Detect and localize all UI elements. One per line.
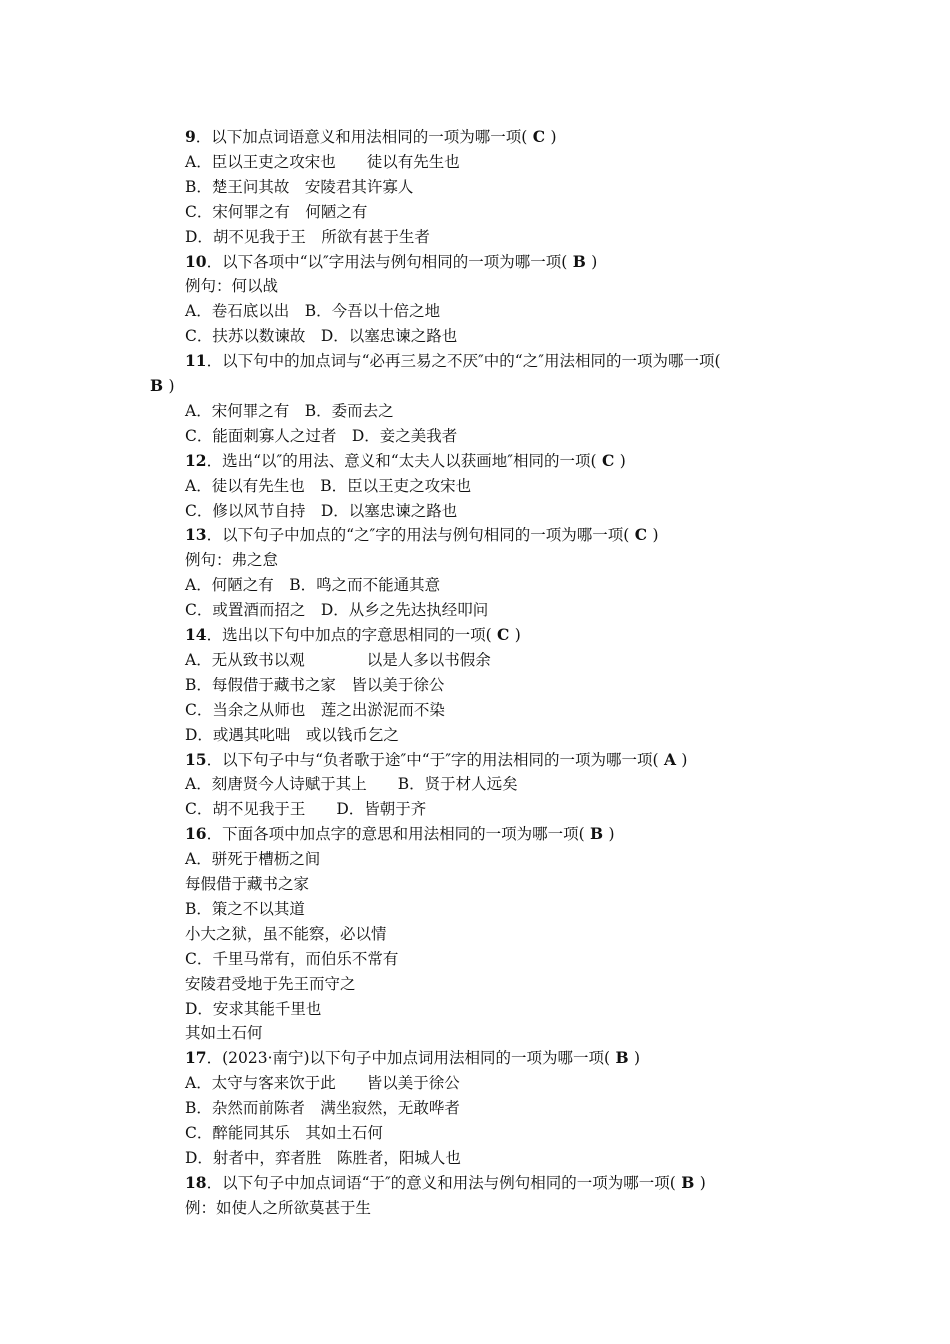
question-line: [185, 252, 597, 272]
line-text: 例句：弗之怠: [185, 551, 279, 570]
text-line: [185, 1123, 383, 1143]
line-text: A．太守与客来饮于此 皆以美于徐公: [185, 1074, 460, 1093]
text-line: [185, 974, 356, 994]
paren-close: ): [168, 377, 175, 395]
answer-letter: B: [567, 251, 592, 271]
line-text: B．杂然而前陈者 满坐寂然，无敢哗者: [185, 1099, 460, 1118]
line-text: D．射者中，弈者胜 陈胜者，阳城人也: [185, 1148, 461, 1167]
text-line: [185, 1198, 371, 1218]
text-line: [185, 650, 491, 670]
text-line: [185, 774, 518, 794]
line-text: D．或遇其叱咄 或以钱币乞之: [185, 725, 399, 744]
line-text: 例句：何以战: [185, 277, 279, 296]
question-number: 16: [185, 824, 207, 844]
answer-letter: B: [150, 376, 169, 395]
line-text: A．臣以王吏之攻宋也 徒以有先生也: [185, 152, 460, 171]
paren-close: ): [591, 252, 598, 271]
question-line: [185, 1173, 706, 1193]
line-text: C．醉能同其乐 其如土石何: [185, 1124, 383, 1142]
text-line: [185, 401, 394, 421]
line-text: D．胡不见我于王 所欲有甚于生者: [185, 227, 430, 246]
paren-close: ): [550, 128, 557, 146]
question-line: [185, 824, 615, 844]
text-line: [185, 924, 387, 944]
line-text: A．卷石底以出 B．今吾以十倍之地: [185, 302, 441, 321]
text-line: [185, 1073, 460, 1093]
line-text: 每假借于藏书之家: [185, 875, 310, 893]
line-text: C．能面刺寡人之过者 D．妾之美我者: [185, 426, 458, 445]
text-line: [185, 874, 309, 894]
line-text: A．徒以有先生也 B．臣以王吏之攻宋也: [185, 476, 472, 495]
text-line: [185, 152, 460, 172]
text-line: [185, 177, 413, 197]
text-line: [185, 949, 398, 969]
answer-letter: B: [584, 824, 609, 844]
paren-close: ): [681, 750, 688, 769]
text-line: [185, 227, 430, 247]
text-line: [185, 725, 399, 745]
text-line: [185, 600, 488, 620]
question-line: [185, 750, 687, 770]
question-number: 10: [185, 251, 207, 271]
line-text: C．宋何罪之有 何陋之有: [185, 202, 368, 221]
paren-close: ): [699, 1173, 706, 1192]
text-line: [185, 575, 440, 595]
paren-close: ): [634, 1049, 641, 1068]
text-line: [185, 899, 305, 919]
answer-letter: C: [491, 625, 515, 644]
line-text: B．每假借于藏书之家 皆以美于徐公: [185, 675, 445, 694]
line-text: ．(2023·南宁)以下句子中加点词用法相同的一项为哪一项(: [206, 1049, 611, 1068]
answer-letter: B: [675, 1172, 700, 1192]
text-line: [185, 550, 278, 570]
question-line: [185, 1048, 640, 1068]
line-text: A．无从致书以观 以是人多以书假余: [185, 650, 491, 669]
line-text: ．以下句中的加点词与“必再三易之不厌″中的“之″用法相同的一项为哪一项(: [206, 352, 721, 371]
text-line: [185, 799, 426, 819]
text-line: [185, 276, 278, 296]
line-text: C．修以风节自持 D．以塞忠谏之路也: [185, 501, 458, 520]
question-number: 14: [185, 625, 207, 644]
question-line: [185, 525, 659, 545]
line-text: C．扶苏以数谏故 D．以塞忠谏之路也: [185, 327, 458, 346]
text-line: [185, 999, 321, 1019]
line-text: ．以下句子中加点词语“于″的意义和用法与例句相同的一项为哪一项(: [206, 1173, 676, 1192]
answer-letter: B: [610, 1048, 635, 1068]
paren-close: ): [514, 626, 521, 644]
text-line: [185, 202, 367, 222]
text-line: [185, 301, 440, 321]
text-line: [185, 700, 445, 720]
line-text: 例：如使人之所欲莫甚于生: [185, 1198, 372, 1217]
question-number: 18: [185, 1172, 207, 1192]
line-text: A．骈死于槽枥之间: [185, 850, 321, 869]
question-line: [185, 451, 626, 471]
line-text: ．下面各项中加点字的意思和用法相同的一项为哪一项(: [206, 825, 585, 844]
text-line: [185, 1148, 461, 1168]
line-text: ．以下加点词语意义和用法相同的一项为哪一项(: [195, 128, 528, 146]
question-number: 17: [185, 1048, 207, 1068]
text-line: [185, 675, 444, 695]
text-line: [185, 1023, 263, 1043]
line-text: B．楚王问其故 安陵君其许寡人: [185, 177, 414, 196]
question-number: 9: [185, 127, 196, 146]
line-text: 其如土石何: [185, 1024, 263, 1043]
question-number: 12: [185, 450, 207, 470]
line-text: C．千里马常有，而伯乐不常有: [185, 949, 399, 968]
paren-close: ): [619, 451, 626, 470]
line-text: ．选出“以″的用法、意义和“太夫人以获画地″相同的一项(: [206, 451, 597, 470]
text-line: [185, 501, 457, 521]
text-line: [185, 849, 320, 869]
line-text: ．以下各项中“以″字用法与例句相同的一项为哪一项(: [206, 252, 568, 271]
question-number: 11: [185, 351, 207, 371]
text-line: [185, 426, 457, 446]
answer-letter: C: [629, 525, 653, 545]
text-line: [185, 326, 457, 346]
text-line: [150, 376, 175, 396]
question-number: 13: [185, 525, 207, 545]
line-text: C．当余之从师也 莲之出淤泥而不染: [185, 700, 445, 719]
line-text: ．以下句子中加点的“之″字的用法与例句相同的一项为哪一项(: [206, 526, 630, 545]
line-text: C．或置酒而招之 D．从乡之先达执经叩问: [185, 601, 489, 620]
answer-letter: A: [658, 749, 682, 769]
paren-close: ): [608, 825, 615, 844]
line-text: A．宋何罪之有 B．委而去之: [185, 401, 394, 420]
answer-letter: C: [596, 450, 620, 470]
line-text: A．何陋之有 B．鸣之而不能通其意: [185, 576, 441, 595]
line-text: C．胡不见我于王 D．皆朝于齐: [185, 800, 427, 819]
question-number: 15: [185, 749, 207, 769]
question-line: [185, 351, 721, 371]
line-text: 小大之狱，虽不能察，必以情: [185, 924, 387, 943]
line-text: D．安求其能千里也: [185, 999, 322, 1018]
question-line: [185, 127, 557, 147]
question-line: [185, 625, 521, 645]
line-text: B．策之不以其道: [185, 899, 305, 918]
text-line: [185, 1098, 460, 1118]
line-text: 安陵君受地于先王而守之: [185, 974, 356, 993]
paren-close: ): [652, 526, 659, 545]
line-text: ．选出以下句中加点的字意思相同的一项(: [206, 626, 492, 644]
text-line: [185, 476, 471, 496]
answer-letter: C: [527, 127, 551, 146]
line-text: ．以下句子中与“负者歌于途″中“于″字的用法相同的一项为哪一项(: [206, 750, 659, 769]
line-text: A．刻唐贤今人诗赋于其上 B．贤于材人远矣: [185, 775, 518, 794]
